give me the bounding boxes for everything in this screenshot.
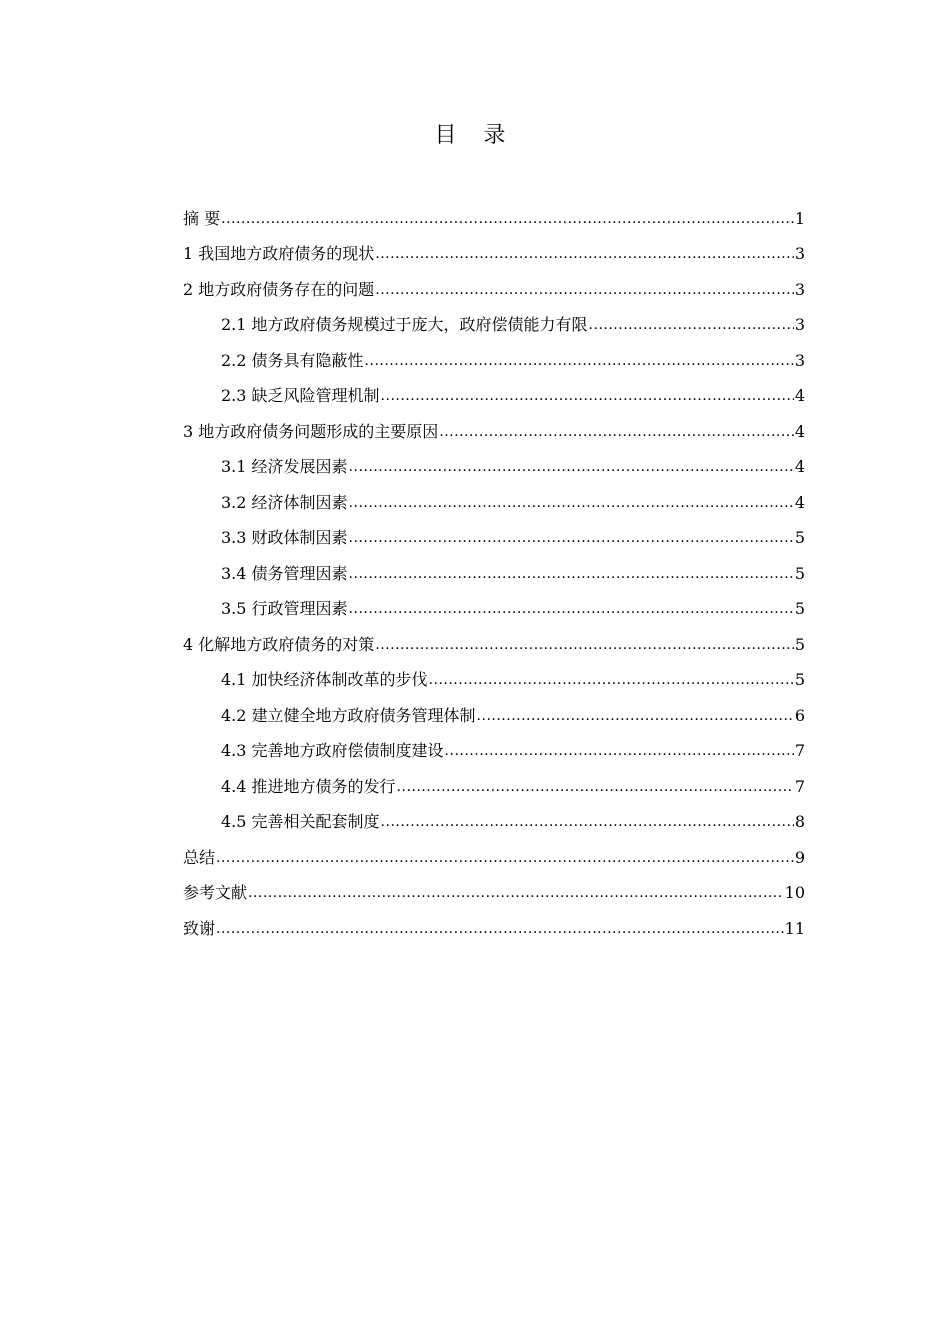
toc-title: 目 录: [434, 123, 516, 148]
toc-entry-page-number: 4: [794, 457, 805, 476]
toc-entry-label: 4.1 加快经济体制改革的步伐: [221, 670, 428, 689]
toc-dot-leader: [216, 848, 794, 868]
toc-entry-label: 4.5 完善相关配套制度: [221, 812, 380, 831]
toc-dot-leader: [375, 635, 794, 655]
toc-entry[interactable]: [183, 832, 805, 868]
toc-entry-page-number: 5: [794, 634, 805, 654]
toc-entry[interactable]: [183, 477, 805, 513]
toc-dot-leader: [248, 883, 784, 903]
toc-entry-page-number: 6: [794, 705, 805, 725]
toc-dot-leader: [365, 351, 794, 371]
toc-entry-label: 4.2 建立健全地方政府债务管理体制: [221, 705, 476, 725]
toc-dot-leader: [349, 564, 794, 584]
toc-dot-leader: [589, 315, 794, 335]
toc-entry[interactable]: [183, 797, 805, 833]
toc-entry-label: 3.3 财政体制因素: [221, 528, 348, 547]
toc-entry[interactable]: [183, 406, 805, 442]
toc-entry-label: 3 地方政府债务问题形成的主要原因: [183, 421, 439, 441]
toc-entry-page-number: 7: [794, 776, 805, 796]
toc-entry-page-number: 3: [794, 244, 805, 263]
toc-entry-page-number: 4: [794, 386, 805, 405]
toc-entry-page-number: 5: [794, 599, 805, 618]
toc-dot-leader: [375, 244, 794, 264]
toc-entry-page-number: 3: [794, 315, 805, 334]
toc-entry[interactable]: [183, 761, 805, 797]
toc-entry-page-number: 10: [784, 883, 805, 902]
toc-entry-label: 4 化解地方政府债务的对策: [183, 634, 375, 654]
toc-entry[interactable]: [183, 868, 805, 904]
toc-dot-leader: [397, 777, 794, 797]
toc-dot-leader: [375, 280, 794, 300]
toc-entry-page-number: 4: [794, 421, 805, 441]
toc-entry-label: 致谢: [183, 918, 216, 938]
toc-dot-leader: [349, 599, 794, 619]
toc-dot-leader: [477, 706, 794, 726]
toc-entry-page-number: 5: [794, 563, 805, 583]
toc-entry-page-number: 9: [794, 847, 805, 867]
toc-dot-leader: [429, 670, 794, 690]
toc-entry[interactable]: [183, 690, 805, 726]
toc-entry-label: 2.3 缺乏风险管理机制: [221, 386, 380, 405]
toc-entry[interactable]: [183, 442, 805, 478]
toc-entry[interactable]: [183, 371, 805, 407]
toc-dot-leader: [216, 919, 784, 939]
toc-entry-label: 3.5 行政管理因素: [221, 599, 348, 618]
toc-entry[interactable]: [183, 903, 805, 939]
toc-entry-label: 4.3 完善地方政府偿债制度建设: [221, 741, 444, 760]
toc-entry[interactable]: [183, 655, 805, 691]
toc-entry-page-number: 3: [794, 279, 805, 299]
toc-dot-leader: [381, 386, 794, 406]
toc-entry[interactable]: [183, 513, 805, 549]
toc-entry-page-number: 7: [794, 741, 805, 760]
toc-entry[interactable]: [183, 726, 805, 762]
toc-entry-label: 3.1 经济发展因素: [221, 457, 348, 476]
toc-entry-label: 2 地方政府债务存在的问题: [183, 279, 375, 299]
toc-entry[interactable]: [183, 584, 805, 620]
toc-entry-label: 总结: [183, 847, 216, 867]
toc-dot-leader: [349, 528, 794, 548]
toc-entry-label: 2.1 地方政府债务规模过于庞大，政府偿债能力有限: [221, 315, 588, 334]
toc-entry-page-number: 1: [794, 208, 805, 228]
toc-entry-label: 1 我国地方政府债务的现状: [183, 244, 375, 263]
toc-dot-leader: [349, 457, 794, 477]
toc-entry-label: 摘 要: [183, 208, 221, 228]
toc-entry[interactable]: [183, 619, 805, 655]
toc-entry[interactable]: [183, 335, 805, 371]
toc-entry-label: 参考文献: [183, 883, 248, 902]
toc-dot-leader: [381, 812, 794, 832]
toc-entry-page-number: 3: [794, 350, 805, 370]
toc-entry[interactable]: [183, 300, 805, 336]
toc-entry[interactable]: [183, 229, 805, 265]
toc-entry-page-number: 5: [794, 670, 805, 689]
toc-entry-label: 3.2 经济体制因素: [221, 492, 348, 512]
toc-entry-label: 4.4 推进地方债务的发行: [221, 776, 396, 796]
toc-dot-leader: [439, 422, 794, 442]
toc-entry-label: 2.2 债务具有隐蔽性: [221, 350, 364, 370]
toc-entry[interactable]: [183, 548, 805, 584]
toc-list: [183, 193, 805, 939]
toc-entry-page-number: 4: [794, 492, 805, 512]
toc-dot-leader: [445, 741, 794, 761]
toc-dot-leader: [349, 493, 794, 513]
toc-entry[interactable]: [183, 264, 805, 300]
toc-entry-page-number: 8: [794, 812, 805, 831]
toc-entry[interactable]: [183, 193, 805, 229]
toc-entry-label: 3.4 债务管理因素: [221, 563, 348, 583]
toc-dot-leader: [221, 209, 794, 229]
toc-entry-page-number: 11: [784, 918, 805, 938]
toc-entry-page-number: 5: [794, 528, 805, 547]
